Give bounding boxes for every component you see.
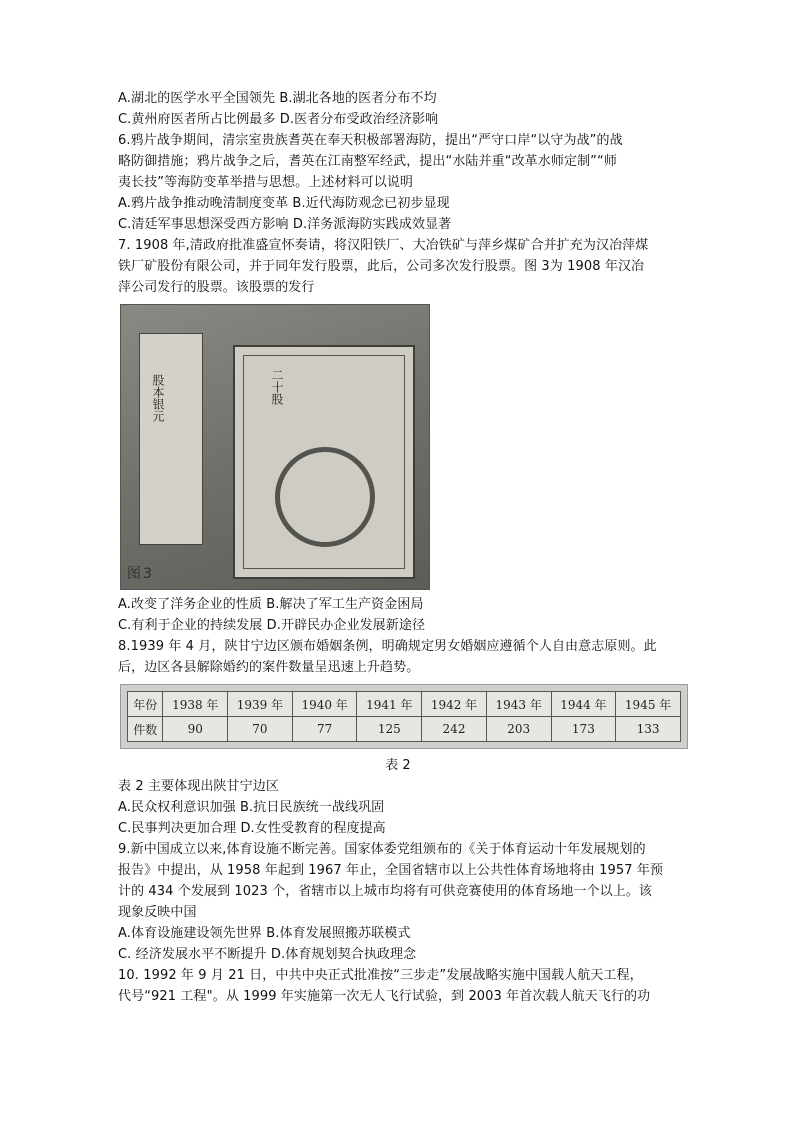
option-line: A.湖北的医学水平全国领先 B.湖北各地的医者分布不均 [118,91,437,106]
table-cell: 1945 年 [616,692,681,717]
table-row-counts [128,717,681,742]
certificate-body [233,345,415,579]
table-cell: 90 [163,717,228,742]
text-block-bottom [118,776,678,1007]
divorce-case-table [127,691,681,742]
table-cell: 173 [551,717,616,742]
question-9-text: 计的 434 个发展到 1023 个，省辖市以上城市均将有可供竞赛使用的体育场地一个以上。该 [118,884,653,899]
option-line: C.民事判决更加合理 D.女性受教育的程度提高 [118,821,386,836]
table-cell: 70 [228,717,293,742]
certificate-stub [139,333,203,545]
stub-text: 股本银元 [151,374,165,422]
data-table-photo [120,684,688,749]
question-8-stem: 表 2 主要体现出陕甘宁边区 [118,779,279,794]
option-line: C.黄州府医者所占比例最多 D.医者分布受政治经济影响 [118,112,439,127]
question-6-text: 6.鸦片战争期间，清宗室贵族耆英在奉天积极部署海防，提出“严守口岸“以守为战”的战 [118,133,623,148]
table-cell: 1943 年 [486,692,551,717]
table-cell: 125 [357,717,422,742]
question-8-text: 后，边区各县解除婚约的案件数量呈迅速上升趋势。 [118,660,420,675]
option-line: A.体育设施建设领先世界 B.体育发展照搬苏联模式 [118,926,411,941]
option-line: A.鸦片战争推动晚清制度变革 B.近代海防观念已初步显现 [118,196,450,211]
option-line: C. 经济发展水平不断提升 D.体育规划契合执政理念 [118,947,417,962]
row-label: 年份 [128,692,163,717]
table-cell: 242 [422,717,487,742]
question-10-text: 代号“921 工程"。从 1999 年实施第一次无人飞行试验，到 2003 年首次载人航天飞行的功 [118,989,651,1004]
row-label: 件数 [128,717,163,742]
question-7-text: 铁厂矿股份有限公司，并于同年发行股票，此后，公司多次发行股票。图 3为 1908 年汉冶 [118,259,645,274]
table-cell: 1942 年 [422,692,487,717]
question-9-text: 现象反映中国 [118,905,197,920]
option-line: A.民众权利意识加强 B.抗日民族统一战线巩固 [118,800,385,815]
question-7-text: 萍公司发行的股票。该股票的发行 [118,280,315,295]
text-block-mid [118,594,678,678]
option-line: C.清廷军事思想深受西方影响 D.洋务派海防实践成效显著 [118,217,452,232]
table-caption: 表 2 [385,758,411,773]
question-6-text: 夷长技”等海防变革举措与思想。上述材料可以说明 [118,175,414,190]
question-9-text: 9.新中国成立以来,体育设施不断完善。国家体委党组颁布的《关于体育运动十年发展规划的 [118,842,646,857]
table-cell: 1938 年 [163,692,228,717]
document-page [118,88,678,1007]
question-6-text: 略防御措施；鸦片战争之后，耆英在江南整军经武，提出“水陆并重“改革水师定制”“师 [118,154,617,169]
option-line: A.改变了洋务企业的性质 B.解决了军工生产资金困局 [118,597,424,612]
table-cell: 1944 年 [551,692,616,717]
question-7-text: 7. 1908 年,清政府批准盛宣怀奏请，将汉阳铁厂、大冶铁矿与萍乡煤矿合并扩充为汉冶萍煤 [118,238,649,253]
table-cell: 203 [486,717,551,742]
table-cell: 1940 年 [292,692,357,717]
seal-stamp [275,447,375,547]
table-cell: 133 [616,717,681,742]
table-cell: 1941 年 [357,692,422,717]
stock-certificate-photo [120,304,430,590]
certificate-title: 二十股 [270,369,284,405]
figure-caption: 图3 [127,566,154,582]
table-row-years [128,692,681,717]
question-8-text: 8.1939 年 4 月，陕甘宁边区颁布婚姻条例，明确规定男女婚姻应遵循个人自由意志原则。此 [118,639,657,654]
question-9-text: 报告》中提出，从 1958 年起到 1967 年止，全国省辖市以上公共性体育场地将由 1957 年预 [118,863,664,878]
table-cell: 77 [292,717,357,742]
text-block-top [118,88,678,298]
question-10-text: 10. 1992 年 9 月 21 日，中共中央正式批准按“三步走”发展战略实施中国载人航天工程， [118,968,643,983]
table-cell: 1939 年 [228,692,293,717]
option-line: C.有利于企业的持续发展 D.开辟民办企业发展新途径 [118,618,426,633]
